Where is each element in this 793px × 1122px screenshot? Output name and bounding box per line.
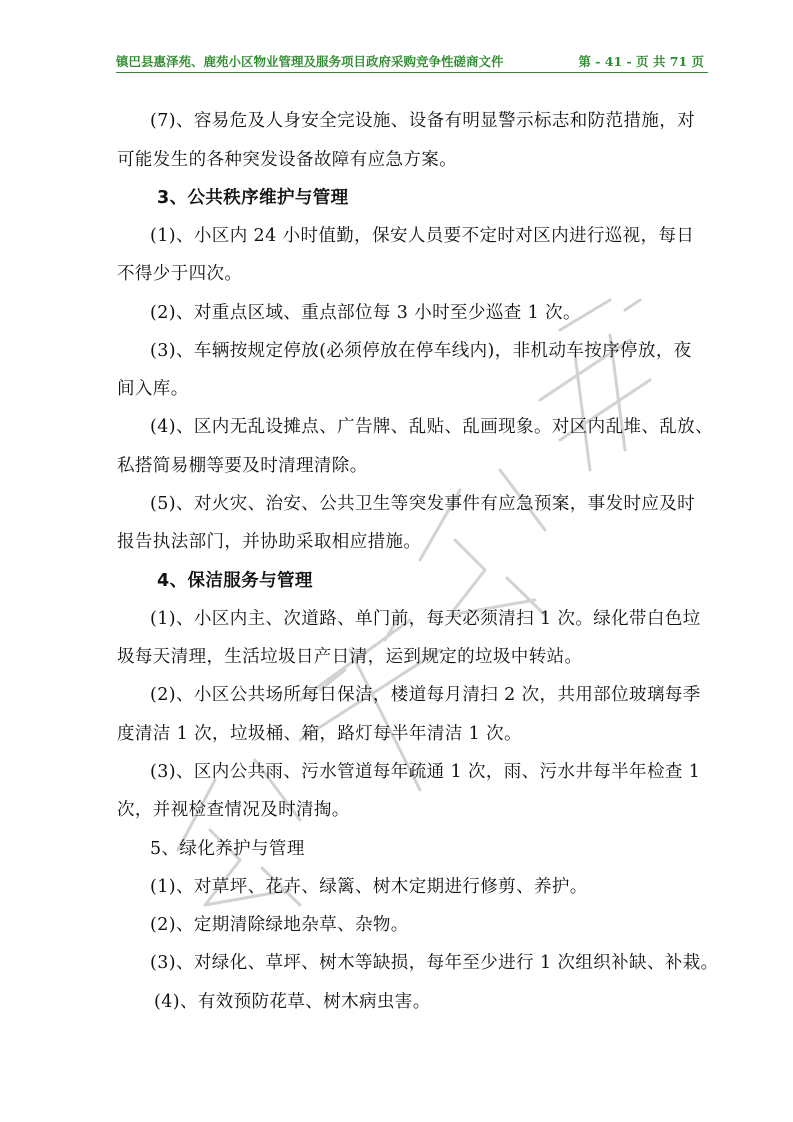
paragraph-line: 圾每天清理，生活垃圾日产日清，运到规定的垃圾中转站。 xyxy=(117,647,583,667)
paragraph-line: 可能发生的各种突发设备故障有应急方案。 xyxy=(117,150,458,170)
section-heading: 5、绿化养护与管理 xyxy=(150,839,305,859)
paragraph-line: (5)、对火灾、治安、公共卫生等突发事件有应急预案，事发时应及时 xyxy=(150,494,696,514)
paragraph-line: (3)、区内公共雨、污水管道每年疏通 1 次，雨、污水井每半年检查 1 xyxy=(150,762,701,782)
paragraph-line: 度清洁 1 次，垃圾桶、箱，路灯每半年清洁 1 次。 xyxy=(117,724,522,744)
paragraph-line: (4)、区内无乱设摊点、广告牌、乱贴、乱画现象。对区内乱堆、乱放、 xyxy=(150,417,713,437)
header-title-emph: 政府采购竞争性磋商文件 xyxy=(366,54,504,69)
header-title-left: 镇巴县惠泽苑、鹿苑小区物业管理及服务项目 xyxy=(116,54,367,69)
paragraph-line: (1)、小区内主、次道路、单门前，每天必须清扫 1 次。绿化带白色垃 xyxy=(150,609,701,629)
paragraph-line: 间入库。 xyxy=(117,379,189,399)
paragraph-line: (3)、车辆按规定停放(必须停放在停车线内)，非机动车按序停放，夜 xyxy=(150,341,692,361)
header-page-info: 第 - 41 - 页 共 71 页 xyxy=(578,54,704,69)
paragraph-line: (2)、对重点区域、重点部位每 3 小时至少巡查 1 次。 xyxy=(150,303,581,323)
paragraph-line: (1)、小区内 24 小时值勤，保安人员要不定时对区内进行巡视，每日 xyxy=(150,226,695,246)
section-heading: 3、公共秩序维护与管理 xyxy=(157,188,349,208)
paragraph-line: (4)、有效预防花草、树木病虫害。 xyxy=(154,992,431,1012)
paragraph-line: (3)、对绿化、草坪、树木等缺损，每年至少进行 1 次组织补缺、补栽。 xyxy=(150,953,719,973)
paragraph-line: 不得少于四次。 xyxy=(117,264,243,284)
paragraph-line: (2)、小区公共场所每日保洁，楼道每月清扫 2 次，共用部位玻璃每季 xyxy=(150,685,701,705)
section-heading: 4、保洁服务与管理 xyxy=(157,571,313,591)
paragraph-line: (2)、定期清除绿地杂草、杂物。 xyxy=(150,915,409,935)
paragraph-line: 次，并视检查情况及时清掏。 xyxy=(117,800,350,820)
paragraph-line: (1)、对草坪、花卉、绿篱、树木定期进行修剪、养护。 xyxy=(150,877,588,897)
paragraph-line: 私搭简易棚等要及时清理清除。 xyxy=(117,456,368,476)
paragraph-line: (7)、容易危及人身安全完设施、设备有明显警示标志和防范措施，对 xyxy=(150,111,696,131)
paragraph-line: 报告执法部门，并协助采取相应措施。 xyxy=(117,532,422,552)
